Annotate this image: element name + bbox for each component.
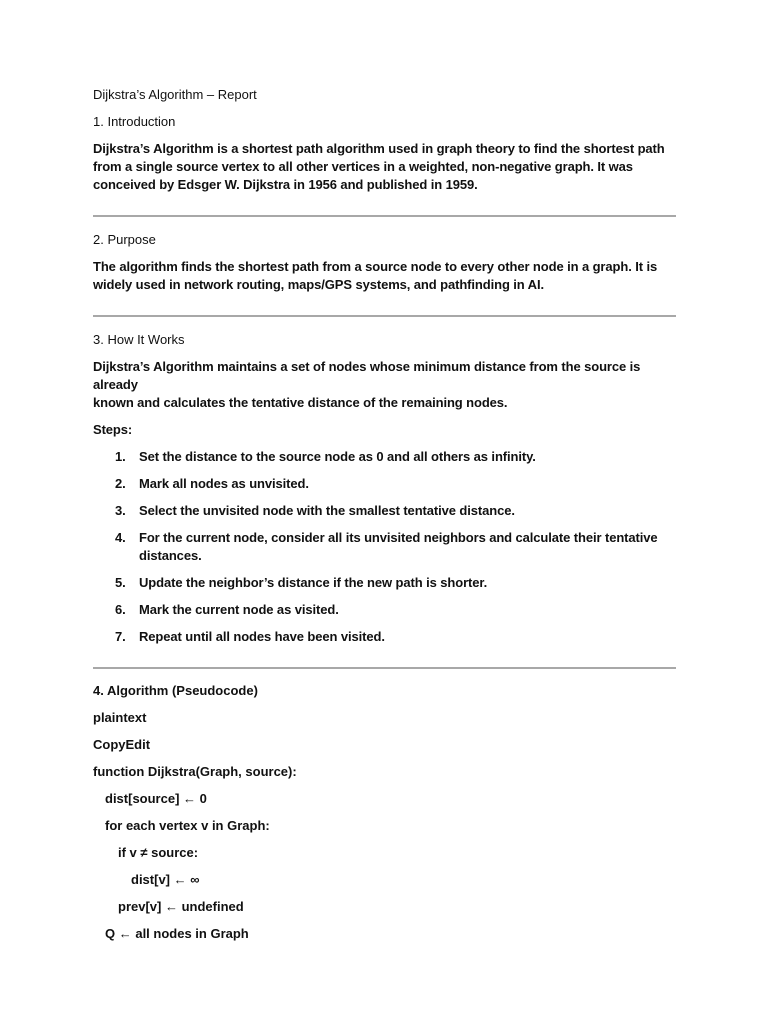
list-item — [93, 502, 676, 520]
step-number: 1. — [115, 449, 126, 464]
intro-line: from a single source vertex to all other vertices in a weighted, non-negative graph. It was — [93, 159, 633, 174]
step-number: 4. — [115, 530, 126, 545]
section-heading-introduction: 1. Introduction — [93, 114, 176, 129]
purpose-line: widely used in network routing, maps/GPS systems, and pathfinding in AI. — [93, 277, 544, 292]
intro-line: Dijkstra’s Algorithm is a shortest path algorithm used in graph theory to find the shortest path — [93, 141, 665, 156]
steps-list — [93, 448, 676, 646]
step-text: For the current node, consider all its unvisited neighbors and calculate their tentative — [139, 530, 658, 545]
list-item — [93, 448, 676, 466]
list-item — [93, 475, 676, 493]
code-line: prev[v] ← undefined — [118, 899, 244, 914]
step-text: Mark the current node as visited. — [139, 602, 339, 617]
copy-edit-link[interactable]: CopyEdit — [93, 737, 151, 752]
step-text: Select the unvisited node with the smallest tentative distance. — [139, 503, 515, 518]
intro-line: conceived by Edsger W. Dijkstra in 1956 and published in 1959. — [93, 177, 478, 192]
step-number: 7. — [115, 629, 126, 644]
list-item — [93, 529, 676, 565]
section-heading-algorithm: 4. Algorithm (Pseudocode) — [93, 683, 258, 698]
step-text: Set the distance to the source node as 0 and all others as infinity. — [139, 449, 536, 464]
section-heading-purpose: 2. Purpose — [93, 232, 156, 247]
step-text: Repeat until all nodes have been visited. — [139, 629, 385, 644]
list-item — [93, 601, 676, 619]
steps-label: Steps: — [93, 422, 133, 437]
code-line: dist[source] ← 0 — [105, 791, 207, 806]
step-number: 6. — [115, 602, 126, 617]
code-line: dist[v] ← ∞ — [131, 872, 200, 887]
step-number: 2. — [115, 476, 126, 491]
step-number: 3. — [115, 503, 126, 518]
code-language-label: plaintext — [93, 710, 147, 725]
how-line: known and calculates the tentative distance of the remaining nodes. — [93, 395, 508, 410]
step-text: Mark all nodes as unvisited. — [139, 476, 309, 491]
step-text: Update the neighbor’s distance if the new path is shorter. — [139, 575, 488, 590]
how-line: Dijkstra’s Algorithm maintains a set of nodes whose minimum distance from the source is already — [93, 359, 641, 392]
step-text: distances. — [139, 548, 202, 563]
step-number: 5. — [115, 575, 126, 590]
code-line: if v ≠ source: — [118, 845, 199, 860]
document-title: Dijkstra’s Algorithm – Report — [93, 87, 257, 102]
list-item — [93, 628, 676, 646]
code-line: for each vertex v in Graph: — [105, 818, 270, 833]
code-line: Q ← all nodes in Graph — [105, 926, 249, 941]
report-page — [93, 86, 676, 952]
list-item — [93, 574, 676, 592]
purpose-line: The algorithm finds the shortest path from a source node to every other node in a graph. It is — [93, 259, 658, 274]
code-line: function Dijkstra(Graph, source): — [93, 764, 297, 779]
section-heading-how-it-works: 3. How It Works — [93, 332, 185, 347]
